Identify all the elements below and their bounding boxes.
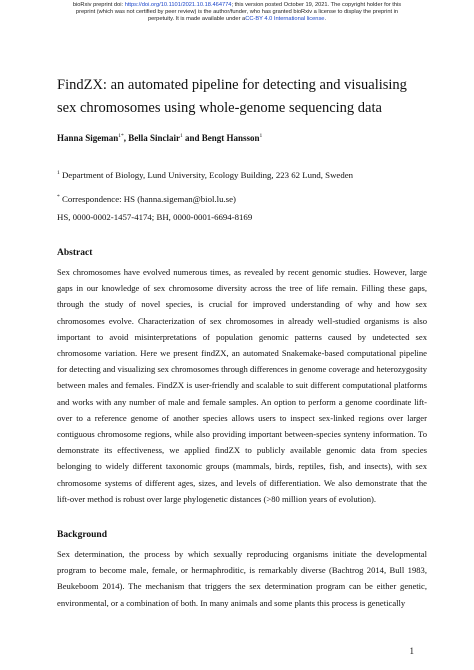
paper-title: FindZX: an automated pipeline for detecting and visualising sex chromosomes using whole-genome sequencing data (57, 77, 407, 116)
orcid-line: HS, 0000-0002-1457-4174; BH, 0000-0001-6694-8169 (57, 212, 253, 222)
doi-link[interactable]: https://doi.org/10.1101/2021.10.18.464774 (124, 2, 232, 8)
correspondence: * Correspondence: HS (hanna.sigeman@biol.lu.se) (57, 194, 236, 204)
background-heading: Background (57, 530, 107, 540)
page-number: 1 (409, 646, 414, 656)
background-text: Sex determination, the process by which sexually reproducing organisms initiate the developmental program to become male, female, or hermaphroditic, is remarkably diverse (Bachtrog 2014, Bull 1983, Beukeboom 2014). The mechanism that triggers the sex determination program can be either genetic, environmental, or a combination of both. In many animals and some plants this process is genetically (57, 549, 427, 608)
abstract-heading: Abstract (57, 248, 93, 258)
author-list: Hanna Sigeman$^{1*}$, Bella Sinclair$^1$ and Bengt Hansson$^1$ (57, 133, 263, 143)
affiliation: $^1$ Department of Biology, Lund University, Ecology Building, 223 62 Lund, Sweden (57, 170, 354, 180)
abstract-text: Sex chromosomes have evolved numerous times, as revealed by recent genomic studies. However, large gaps in our knowledge of sex chromosome diversity across the tree of life remain. Filling these gaps, through the study of novel species, is crucial for improved understanding of why and how sex chromosomes evolve. Characterization of sex chromosomes in already well-studied organisms is also important to avoid misinterpretations of population genomic patterns caused by undetected sex chromosome variation. Here we present findZX, an automated Snakemake-based computational pipeline for detecting and visualizing sex chromosomes through differences in genome coverage and heterozygosity between males and females. FindZX is user-friendly and scalable to suit different computational platforms and works with any number of male and female samples. An option to perform a genome coordinate lift-over to a reference genome of another species allows users to inspect sex-linked regions over larger contiguous chromosome regions, while also providing important between-species synteny information. To demonstrate its effectiveness, we applied findZX to publicly available genomic data from species belonging to widely different taxonomic groups (mammals, birds, reptiles, fish, and insects), with sex chromosome systems of different ages, sizes, and levels of differentiation. We also demonstrate that the lift-over method is robust over large phylogenetic distances (>80 million years of evolution). (57, 267, 427, 504)
preprint-notice (34, 2, 440, 23)
license-link[interactable]: CC-BY 4.0 International license (245, 16, 325, 22)
preprint-notice-line3: perpetuity. It is made available under aCC-BY 4.0 International license. (147, 16, 327, 22)
preprint-notice-line2: preprint (which was not certified by peer review) is the author/funder, who has granted bioRxiv a license to display the preprint in (75, 9, 399, 15)
preprint-notice-line1: bioRxiv preprint doi: https://doi.org/10.1101/2021.10.18.464774; this version posted October 19, 2021. The copyright holder for this (72, 2, 402, 8)
